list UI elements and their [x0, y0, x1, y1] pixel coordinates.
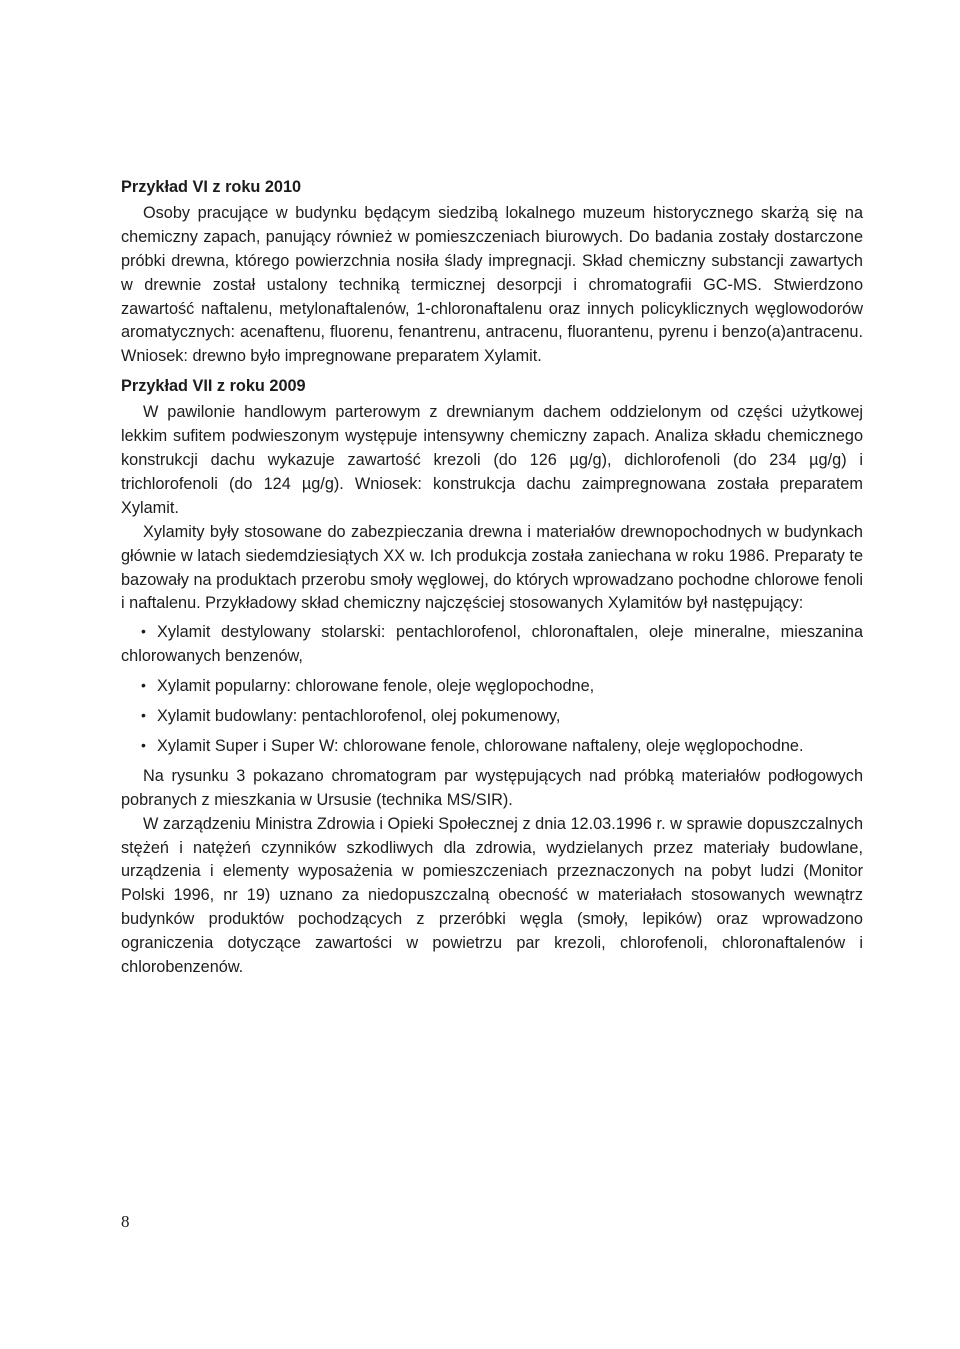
document-page-body: [121, 176, 863, 984]
bullet-icon: •: [141, 677, 146, 694]
section-example-vii: [121, 375, 863, 980]
body-paragraph: W zarządzeniu Ministra Zdrowia i Opieki Społecznej z dnia 12.03.1996 r. w sprawie dopuszczalnych stężeń i natężeń czynników szkodliwych dla zdrowia, wydzielanych przez materiały budowlane, urządzenia i elementy wyposażenia w pomieszczeniach przeznaczonych na pobyt ludzi (Monitor Polski 1996, nr 19) uznano za niedopuszczalną obecność w materiałach stosowanych wewnątrz budynków produktów pochodzących z przeróbki węgla (smoły, lepików) oraz wprowadzono ograniczenia dotyczące zawartości w powietrzu par krezoli, chlorofenoli, chloronaftalenów i chlorobenzenów.: [121, 814, 863, 977]
section-heading: Przykład VI z roku 2010: [121, 178, 302, 196]
body-paragraph: Osoby pracujące w budynku będącym siedzibą lokalnego muzeum historycznego skarżą się na chemiczny zapach, panujący również w pomieszczeniach biurowych. Do badania zostały dostarczone próbki drewna, którego powierzchnia nosiła ślady impregnacji. Skład chemiczny substancji zawartych w drewnie został ustalony techniką termicznej desorpcji i chromatografii GC-MS. Stwierdzono zawartość naftalenu, metylonaftalenów, 1-chloronaftalenu oraz innych policyklicznych węglowodorów aromatycznych: acenaftenu, fluorenu, fenantrenu, antracenu, fluorantenu, pyrenu i benzo(a)antracenu. Wniosek: drewno było impregnowane preparatem Xylamit.: [121, 203, 863, 366]
list-item: • Xylamit Super i Super W: chlorowane fenole, chlorowane naftaleny, oleje węglopochodne.: [121, 734, 863, 759]
list-item: • Xylamit popularny: chlorowane fenole, oleje węglopochodne,: [121, 674, 863, 699]
bullet-icon: •: [141, 736, 146, 753]
bullet-icon: •: [141, 623, 146, 640]
section-heading: Przykład VII z roku 2009: [121, 377, 306, 396]
page-number: 8: [121, 1212, 130, 1231]
section-example-vi: [121, 176, 863, 369]
list-item: • Xylamit budowlany: pentachlorofenol, olej pokumenowy,: [121, 704, 863, 729]
body-paragraph: W pawilonie handlowym parterowym z drewnianym dachem oddzielonym od części użytkowej lekkim sufitem podwieszonym występuje intensywny chemiczny zapach. Analiza składu chemicznego konstrukcji dachu wykazuje zawartość krezoli (do 126 µg/g), dichlorofenoli (do 234 µg/g) i trichlorofenoli (do 124 µg/g). Wniosek: konstrukcja dachu zaimpregnowana została preparatem Xylamit.: [121, 403, 863, 517]
list-item: • Xylamit destylowany stolarski: pentachlorofenol, chloronaftalen, oleje mineralne, mieszanina chlorowanych benzenów,: [121, 620, 863, 669]
bullet-icon: •: [141, 707, 146, 724]
body-paragraph: Na rysunku 3 pokazano chromatogram par występujących nad próbką materiałów podłogowych pobranych z mieszkania w Ursusie (technika MS/SIR).: [121, 766, 863, 809]
body-paragraph: Xylamity były stosowane do zabezpieczania drewna i materiałów drewnopochodnych w budynkach głównie w latach siedemdziesiątych XX w. Ich produkcja została zaniechana w roku 1986. Preparaty te bazowały na produktach przerobu smoły węglowej, do których wprowadzano pochodne chlorowe fenoli i naftalenu. Przykładowy skład chemiczny najczęściej stosowanych Xylamitów był następujący:: [121, 522, 863, 613]
xylamit-composition-list: [121, 620, 863, 759]
